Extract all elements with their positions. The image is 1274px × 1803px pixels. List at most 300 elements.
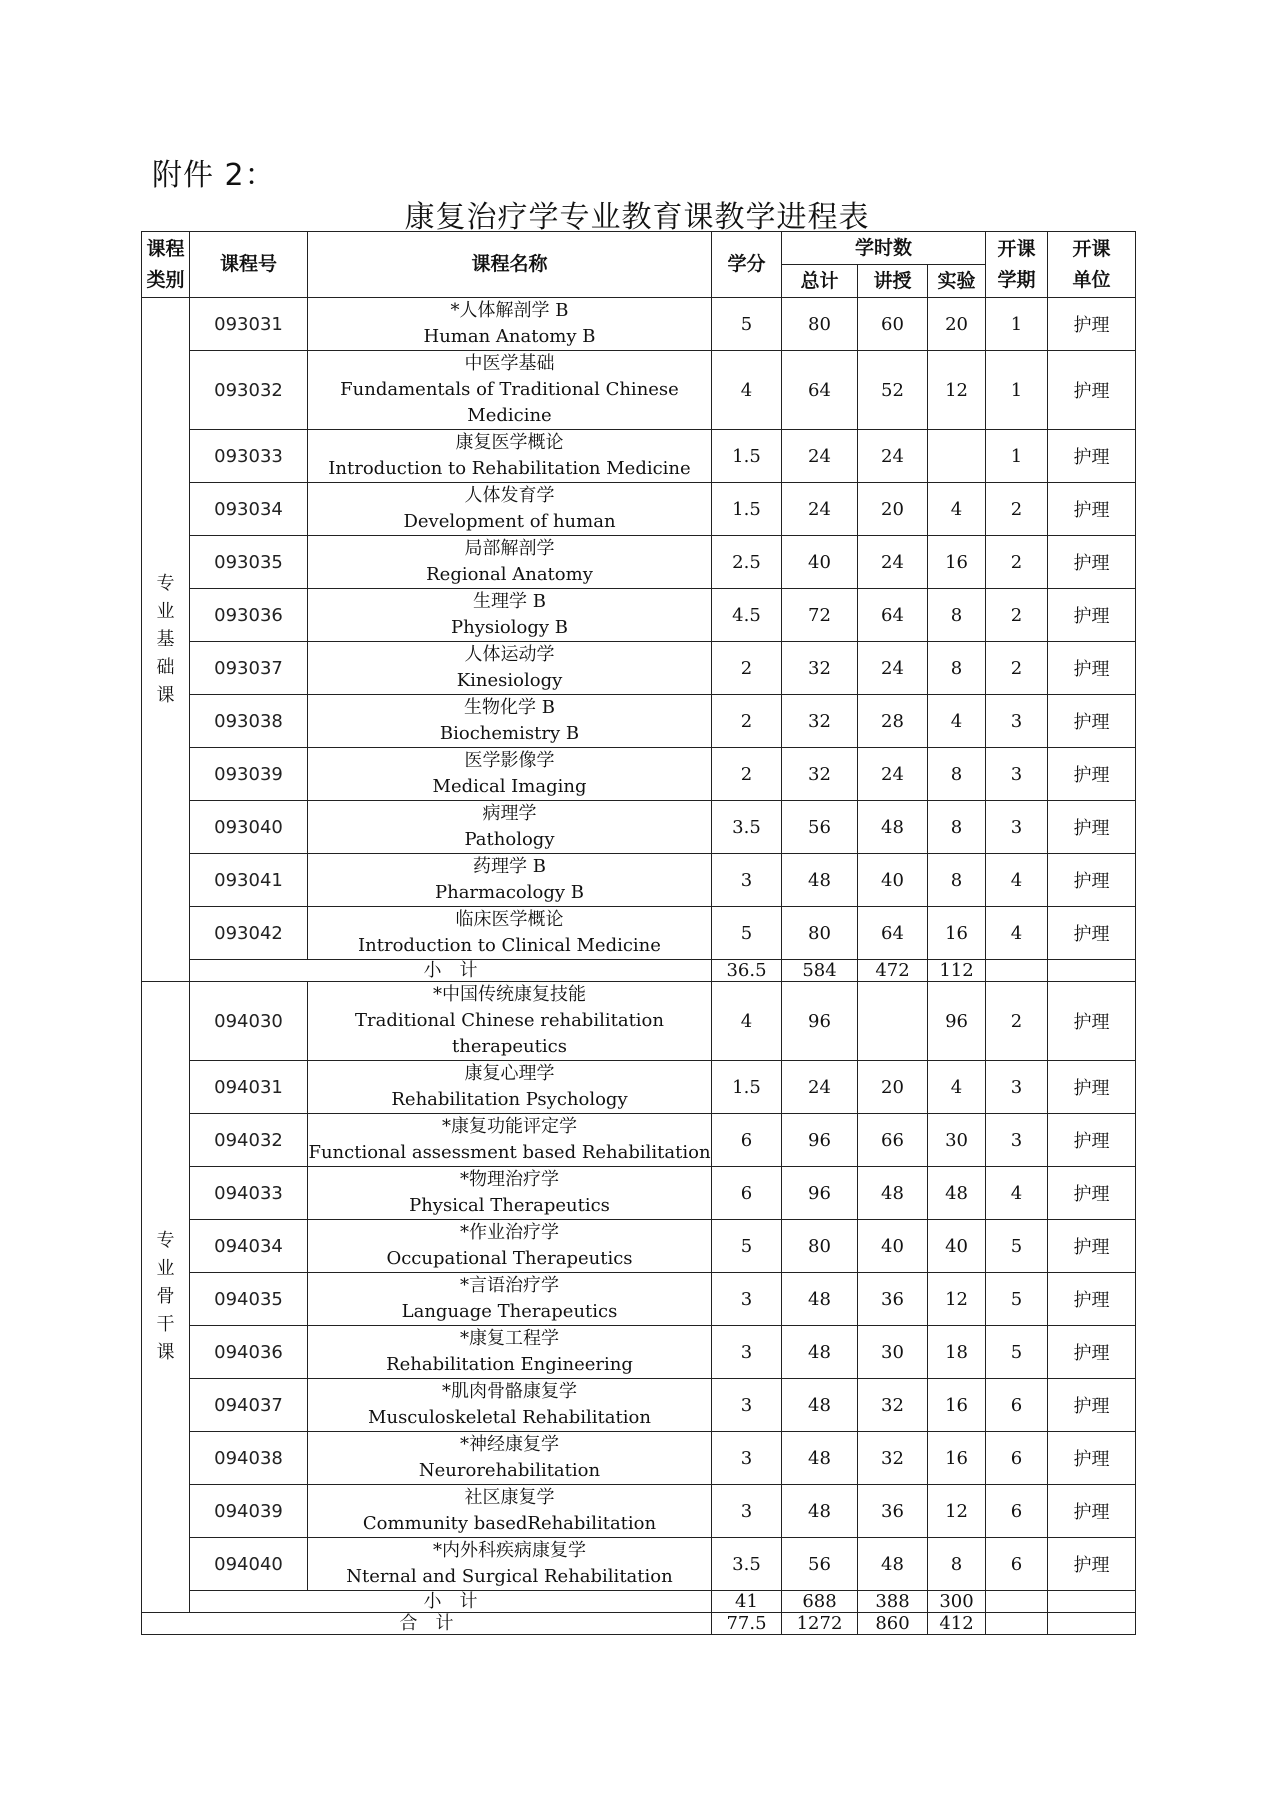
subtotal-row: [142, 1591, 1136, 1613]
page-title: 康复治疗学专业教育课教学进程表: [404, 200, 870, 235]
category-char: 基: [156, 628, 175, 650]
course-credit: 1.5: [712, 483, 782, 536]
course-total: 48: [782, 1432, 858, 1485]
subtotal-empty: [1048, 1591, 1136, 1613]
grand-total-empty: [1048, 1613, 1136, 1635]
course-semester: 3: [986, 801, 1048, 854]
category-char: 课: [156, 684, 175, 706]
subtotal-total: 584: [782, 960, 858, 982]
course-credit: 6: [712, 1114, 782, 1167]
course-name: [308, 536, 712, 589]
course-total: 32: [782, 695, 858, 748]
course-name: [308, 1432, 712, 1485]
category-cell: [142, 982, 190, 1613]
grand-total-lecture: 860: [858, 1613, 928, 1635]
table-row: [142, 483, 1136, 536]
course-credit: 2: [712, 695, 782, 748]
subtotal-label: 小 计: [190, 960, 712, 982]
course-unit: 护理: [1048, 748, 1136, 801]
course-total: 96: [782, 982, 858, 1061]
course-total: 32: [782, 642, 858, 695]
course-code: 094032: [190, 1114, 308, 1167]
table-row: [142, 642, 1136, 695]
course-total: 48: [782, 1379, 858, 1432]
course-lecture: 48: [858, 1167, 928, 1220]
course-name-en: Rehabilitation Engineering: [386, 1354, 633, 1375]
course-name-en: Functional assessment based Rehabilitation: [308, 1142, 711, 1163]
subtotal-lecture: 388: [858, 1591, 928, 1613]
course-code: 093036: [190, 589, 308, 642]
course-unit: 护理: [1048, 1379, 1136, 1432]
course-credit: 3: [712, 1485, 782, 1538]
course-name-en: Physical Therapeutics: [409, 1195, 610, 1216]
course-lab: 96: [928, 982, 986, 1061]
category-char: 课: [156, 1342, 175, 1363]
course-total: 72: [782, 589, 858, 642]
subtotal-label: 小 计: [190, 1591, 712, 1613]
course-name: [308, 854, 712, 907]
course-credit: 3: [712, 1273, 782, 1326]
course-code: 093042: [190, 907, 308, 960]
course-unit: 护理: [1048, 536, 1136, 589]
subtotal-credit: 41: [712, 1591, 782, 1613]
course-credit: 3.5: [712, 1538, 782, 1591]
course-name-en: Neurorehabilitation: [418, 1460, 601, 1481]
course-unit: 护理: [1048, 982, 1136, 1061]
grand-total-empty: [986, 1613, 1048, 1635]
course-unit: 护理: [1048, 1326, 1136, 1379]
table-row: [142, 1273, 1136, 1326]
course-code: 093032: [190, 351, 308, 430]
schedule-table: [141, 231, 1136, 1635]
course-lecture: 32: [858, 1379, 928, 1432]
course-credit: 2: [712, 748, 782, 801]
table-row: [142, 854, 1136, 907]
course-total: 24: [782, 483, 858, 536]
course-lab: 20: [928, 298, 986, 351]
course-semester: 5: [986, 1273, 1048, 1326]
course-name-en: Biochemistry B: [439, 723, 580, 744]
course-name-en: Musculoskeletal Rehabilitation: [368, 1407, 651, 1428]
course-semester: 2: [986, 483, 1048, 536]
course-semester: 4: [986, 1167, 1048, 1220]
course-name: [308, 589, 712, 642]
course-code: 093037: [190, 642, 308, 695]
table-row: [142, 1432, 1136, 1485]
subtotal-empty: [986, 1591, 1048, 1613]
category-char: 专: [156, 572, 175, 594]
course-unit: 护理: [1048, 298, 1136, 351]
category-char: 业: [156, 1258, 175, 1279]
course-lab: 12: [928, 1273, 986, 1326]
course-name: [308, 642, 712, 695]
course-name-cn: *言语治疗学: [460, 1275, 559, 1296]
course-total: 48: [782, 1326, 858, 1379]
course-name-cn: *康复功能评定学: [442, 1116, 577, 1137]
course-credit: 1.5: [712, 430, 782, 483]
course-lab: 8: [928, 1538, 986, 1591]
course-semester: 1: [986, 298, 1048, 351]
course-semester: 6: [986, 1538, 1048, 1591]
course-name: [308, 351, 712, 430]
course-code: 093034: [190, 483, 308, 536]
table-row: [142, 1485, 1136, 1538]
header-name: 课程名称: [308, 232, 712, 298]
attachment-label: 附件 2：: [152, 158, 276, 193]
header-credit: 学分: [712, 232, 782, 298]
category-cell: [142, 298, 190, 982]
grand-total-lab: 412: [928, 1613, 986, 1635]
header-code: 课程号: [190, 232, 308, 298]
course-semester: 6: [986, 1432, 1048, 1485]
table-row: [142, 1379, 1136, 1432]
course-unit: 护理: [1048, 351, 1136, 430]
category-char: 骨: [156, 1286, 175, 1307]
course-name-en: Pathology: [464, 829, 555, 850]
course-code: 093033: [190, 430, 308, 483]
course-lecture: 36: [858, 1273, 928, 1326]
course-lecture: 30: [858, 1326, 928, 1379]
course-name-cn: *康复工程学: [460, 1328, 559, 1349]
table-row: [142, 1167, 1136, 1220]
header-category: 课程 类别: [142, 232, 190, 298]
table-row: [142, 1220, 1136, 1273]
course-lab: 16: [928, 1432, 986, 1485]
subtotal-lab: 112: [928, 960, 986, 982]
grand-total-credit: 77.5: [712, 1613, 782, 1635]
course-code: 094037: [190, 1379, 308, 1432]
table-row: [142, 1538, 1136, 1591]
course-credit: 4: [712, 982, 782, 1061]
course-code: 094036: [190, 1326, 308, 1379]
course-lecture: 48: [858, 1538, 928, 1591]
course-lab: 30: [928, 1114, 986, 1167]
course-lab: 18: [928, 1326, 986, 1379]
course-name-en: Regional Anatomy: [426, 564, 593, 585]
course-lecture: 66: [858, 1114, 928, 1167]
header-row: [142, 232, 1136, 265]
table-row: [142, 801, 1136, 854]
course-name: [308, 982, 712, 1061]
course-name-cn: 病理学: [482, 803, 537, 824]
course-lecture: 20: [858, 1061, 928, 1114]
course-semester: 4: [986, 907, 1048, 960]
course-semester: 1: [986, 430, 1048, 483]
table-row: [142, 748, 1136, 801]
course-name: [308, 1167, 712, 1220]
course-total: 56: [782, 1538, 858, 1591]
category-char: 专: [156, 1230, 175, 1251]
course-code: 093038: [190, 695, 308, 748]
course-name-en: Introduction to Clinical Medicine: [358, 935, 661, 956]
subtotal-total: 688: [782, 1591, 858, 1613]
course-unit: 护理: [1048, 430, 1136, 483]
subtotal-empty: [986, 960, 1048, 982]
schedule-body: [142, 298, 1136, 1635]
course-lab: 12: [928, 351, 986, 430]
course-credit: 2.5: [712, 536, 782, 589]
course-total: 48: [782, 1485, 858, 1538]
course-semester: 1: [986, 351, 1048, 430]
course-total: 48: [782, 1273, 858, 1326]
table-row: [142, 907, 1136, 960]
course-code: 094035: [190, 1273, 308, 1326]
course-lab: 8: [928, 589, 986, 642]
course-name-cn: *作业治疗学: [460, 1222, 559, 1243]
subtotal-row: [142, 960, 1136, 982]
header-hours: 学时数: [782, 232, 986, 265]
course-name: [308, 1379, 712, 1432]
course-credit: 4.5: [712, 589, 782, 642]
table-row: [142, 298, 1136, 351]
course-name: [308, 1538, 712, 1591]
course-name: [308, 1114, 712, 1167]
course-name-en: Medicine: [467, 405, 552, 426]
course-name-en: Community basedRehabilitation: [362, 1513, 657, 1534]
course-name: [308, 1220, 712, 1273]
course-name: [308, 695, 712, 748]
course-lecture: 64: [858, 907, 928, 960]
course-name-cn: 局部解剖学: [464, 538, 555, 559]
course-semester: 2: [986, 982, 1048, 1061]
course-unit: 护理: [1048, 1220, 1136, 1273]
course-semester: 3: [986, 695, 1048, 748]
course-semester: 5: [986, 1326, 1048, 1379]
table-row: [142, 1114, 1136, 1167]
course-name-en: Fundamentals of Traditional Chinese: [340, 379, 679, 400]
course-credit: 2: [712, 642, 782, 695]
course-name-en: Medical Imaging: [432, 776, 587, 797]
table-row: [142, 589, 1136, 642]
course-unit: 护理: [1048, 1538, 1136, 1591]
course-name-cn: 医学影像学: [464, 750, 555, 771]
course-lab: [928, 430, 986, 483]
course-credit: 3: [712, 1379, 782, 1432]
course-unit: 护理: [1048, 1114, 1136, 1167]
category-char: 础: [156, 656, 175, 678]
course-lab: 4: [928, 695, 986, 748]
course-name-en: Development of human: [403, 511, 616, 532]
course-credit: 3: [712, 1326, 782, 1379]
table-row: [142, 536, 1136, 589]
course-name: [308, 748, 712, 801]
course-lab: 16: [928, 1379, 986, 1432]
course-semester: 3: [986, 748, 1048, 801]
grand-total-row: [142, 1613, 1136, 1635]
course-code: 093040: [190, 801, 308, 854]
course-name: [308, 430, 712, 483]
category-char: 业: [156, 600, 175, 622]
course-code: 094040: [190, 1538, 308, 1591]
course-semester: 2: [986, 536, 1048, 589]
course-lab: 8: [928, 801, 986, 854]
course-unit: 护理: [1048, 483, 1136, 536]
course-lecture: 32: [858, 1432, 928, 1485]
course-semester: 2: [986, 642, 1048, 695]
course-credit: 5: [712, 1220, 782, 1273]
course-total: 40: [782, 536, 858, 589]
course-lab: 8: [928, 642, 986, 695]
course-semester: 4: [986, 854, 1048, 907]
course-unit: 护理: [1048, 1061, 1136, 1114]
course-code: 094038: [190, 1432, 308, 1485]
course-name: [308, 1485, 712, 1538]
course-name-en: Traditional Chinese rehabilitation: [355, 1010, 664, 1031]
course-credit: 3: [712, 1432, 782, 1485]
course-unit: 护理: [1048, 589, 1136, 642]
course-name: [308, 801, 712, 854]
course-total: 96: [782, 1167, 858, 1220]
course-code: 094039: [190, 1485, 308, 1538]
course-code: 093041: [190, 854, 308, 907]
course-lecture: 20: [858, 483, 928, 536]
course-lab: 4: [928, 483, 986, 536]
course-lecture: 60: [858, 298, 928, 351]
course-lecture: 36: [858, 1485, 928, 1538]
course-unit: 护理: [1048, 1485, 1136, 1538]
course-name-en: Physiology B: [451, 617, 568, 638]
course-name-cn: 康复医学概论: [455, 432, 564, 453]
course-lecture: 48: [858, 801, 928, 854]
course-total: 80: [782, 1220, 858, 1273]
course-credit: 1.5: [712, 1061, 782, 1114]
course-unit: 护理: [1048, 695, 1136, 748]
course-name-cn: 生物化学 B: [464, 697, 555, 718]
course-credit: 5: [712, 907, 782, 960]
course-unit: 护理: [1048, 854, 1136, 907]
course-unit: 护理: [1048, 1167, 1136, 1220]
header-lecture: 讲授: [858, 265, 928, 298]
table-row: [142, 1061, 1136, 1114]
header-total: 总计: [782, 265, 858, 298]
course-name-cn: 人体运动学: [464, 644, 555, 665]
course-name-cn: *肌肉骨骼康复学: [442, 1381, 577, 1402]
course-semester: 2: [986, 589, 1048, 642]
table-row: [142, 430, 1136, 483]
course-total: 56: [782, 801, 858, 854]
course-code: 093035: [190, 536, 308, 589]
course-semester: 5: [986, 1220, 1048, 1273]
course-name-en: Kinesiology: [456, 670, 563, 691]
course-name-cn: *物理治疗学: [460, 1169, 559, 1190]
course-lab: 48: [928, 1167, 986, 1220]
course-name: [308, 1273, 712, 1326]
course-total: 80: [782, 907, 858, 960]
grand-total-total: 1272: [782, 1613, 858, 1635]
course-name-cn: 生理学 B: [473, 591, 546, 612]
course-lab: 8: [928, 854, 986, 907]
course-name-cn: 药理学 B: [473, 856, 546, 877]
category-char: 干: [156, 1314, 175, 1335]
course-code: 094030: [190, 982, 308, 1061]
course-lecture: 24: [858, 748, 928, 801]
subtotal-empty: [1048, 960, 1136, 982]
course-total: 48: [782, 854, 858, 907]
course-unit: 护理: [1048, 907, 1136, 960]
header-unit: 开课 单位: [1048, 232, 1136, 298]
header-lab: 实验: [928, 265, 986, 298]
course-unit: 护理: [1048, 642, 1136, 695]
course-total: 80: [782, 298, 858, 351]
course-name: [308, 483, 712, 536]
course-lecture: 52: [858, 351, 928, 430]
course-code: 094031: [190, 1061, 308, 1114]
course-name-en: Introduction to Rehabilitation Medicine: [328, 458, 691, 479]
course-credit: 5: [712, 298, 782, 351]
course-lab: 16: [928, 907, 986, 960]
course-name-cn: *神经康复学: [460, 1434, 559, 1455]
course-name-en: Language Therapeutics: [401, 1301, 618, 1322]
course-credit: 6: [712, 1167, 782, 1220]
subtotal-lecture: 472: [858, 960, 928, 982]
course-name: [308, 1061, 712, 1114]
course-lab: 40: [928, 1220, 986, 1273]
course-semester: 6: [986, 1485, 1048, 1538]
course-total: 24: [782, 430, 858, 483]
course-name: [308, 1326, 712, 1379]
course-name: [308, 298, 712, 351]
course-name-en: Pharmacology B: [435, 882, 584, 903]
course-lab: 12: [928, 1485, 986, 1538]
grand-total-label: 合 计: [142, 1613, 712, 1635]
course-name-cn: 人体发育学: [464, 485, 555, 506]
course-name-cn: 社区康复学: [464, 1487, 555, 1508]
course-name: [308, 907, 712, 960]
course-name-cn: *内外科疾病康复学: [433, 1540, 586, 1561]
course-credit: 4: [712, 351, 782, 430]
course-unit: 护理: [1048, 1273, 1136, 1326]
course-name-en: Nternal and Surgical Rehabilitation: [346, 1566, 673, 1587]
course-semester: 3: [986, 1061, 1048, 1114]
course-lecture: 40: [858, 854, 928, 907]
course-lecture: 40: [858, 1220, 928, 1273]
course-total: 24: [782, 1061, 858, 1114]
course-name-en: Human Anatomy B: [423, 326, 596, 347]
course-lab: 4: [928, 1061, 986, 1114]
course-semester: 6: [986, 1379, 1048, 1432]
table-row: [142, 1326, 1136, 1379]
table-row: [142, 351, 1136, 430]
course-total: 32: [782, 748, 858, 801]
subtotal-lab: 300: [928, 1591, 986, 1613]
course-code: 094033: [190, 1167, 308, 1220]
course-lab: 8: [928, 748, 986, 801]
course-unit: 护理: [1048, 801, 1136, 854]
course-total: 64: [782, 351, 858, 430]
course-name-cn: 康复心理学: [464, 1063, 555, 1084]
course-lecture: 64: [858, 589, 928, 642]
course-unit: 护理: [1048, 1432, 1136, 1485]
course-lecture: 24: [858, 642, 928, 695]
course-credit: 3.5: [712, 801, 782, 854]
course-name-cn: 临床医学概论: [455, 909, 564, 930]
course-name-cn: *中国传统康复技能: [433, 984, 586, 1005]
table-row: [142, 982, 1136, 1061]
subtotal-credit: 36.5: [712, 960, 782, 982]
course-name-en: Occupational Therapeutics: [386, 1248, 633, 1269]
course-lecture: 24: [858, 430, 928, 483]
course-lab: 16: [928, 536, 986, 589]
course-code: 093031: [190, 298, 308, 351]
course-name-en: therapeutics: [452, 1036, 567, 1057]
header-semester: 开课 学期: [986, 232, 1048, 298]
course-lecture: 24: [858, 536, 928, 589]
course-lecture: [858, 982, 928, 1061]
course-total: 96: [782, 1114, 858, 1167]
course-code: 093039: [190, 748, 308, 801]
table-row: [142, 695, 1136, 748]
course-code: 094034: [190, 1220, 308, 1273]
